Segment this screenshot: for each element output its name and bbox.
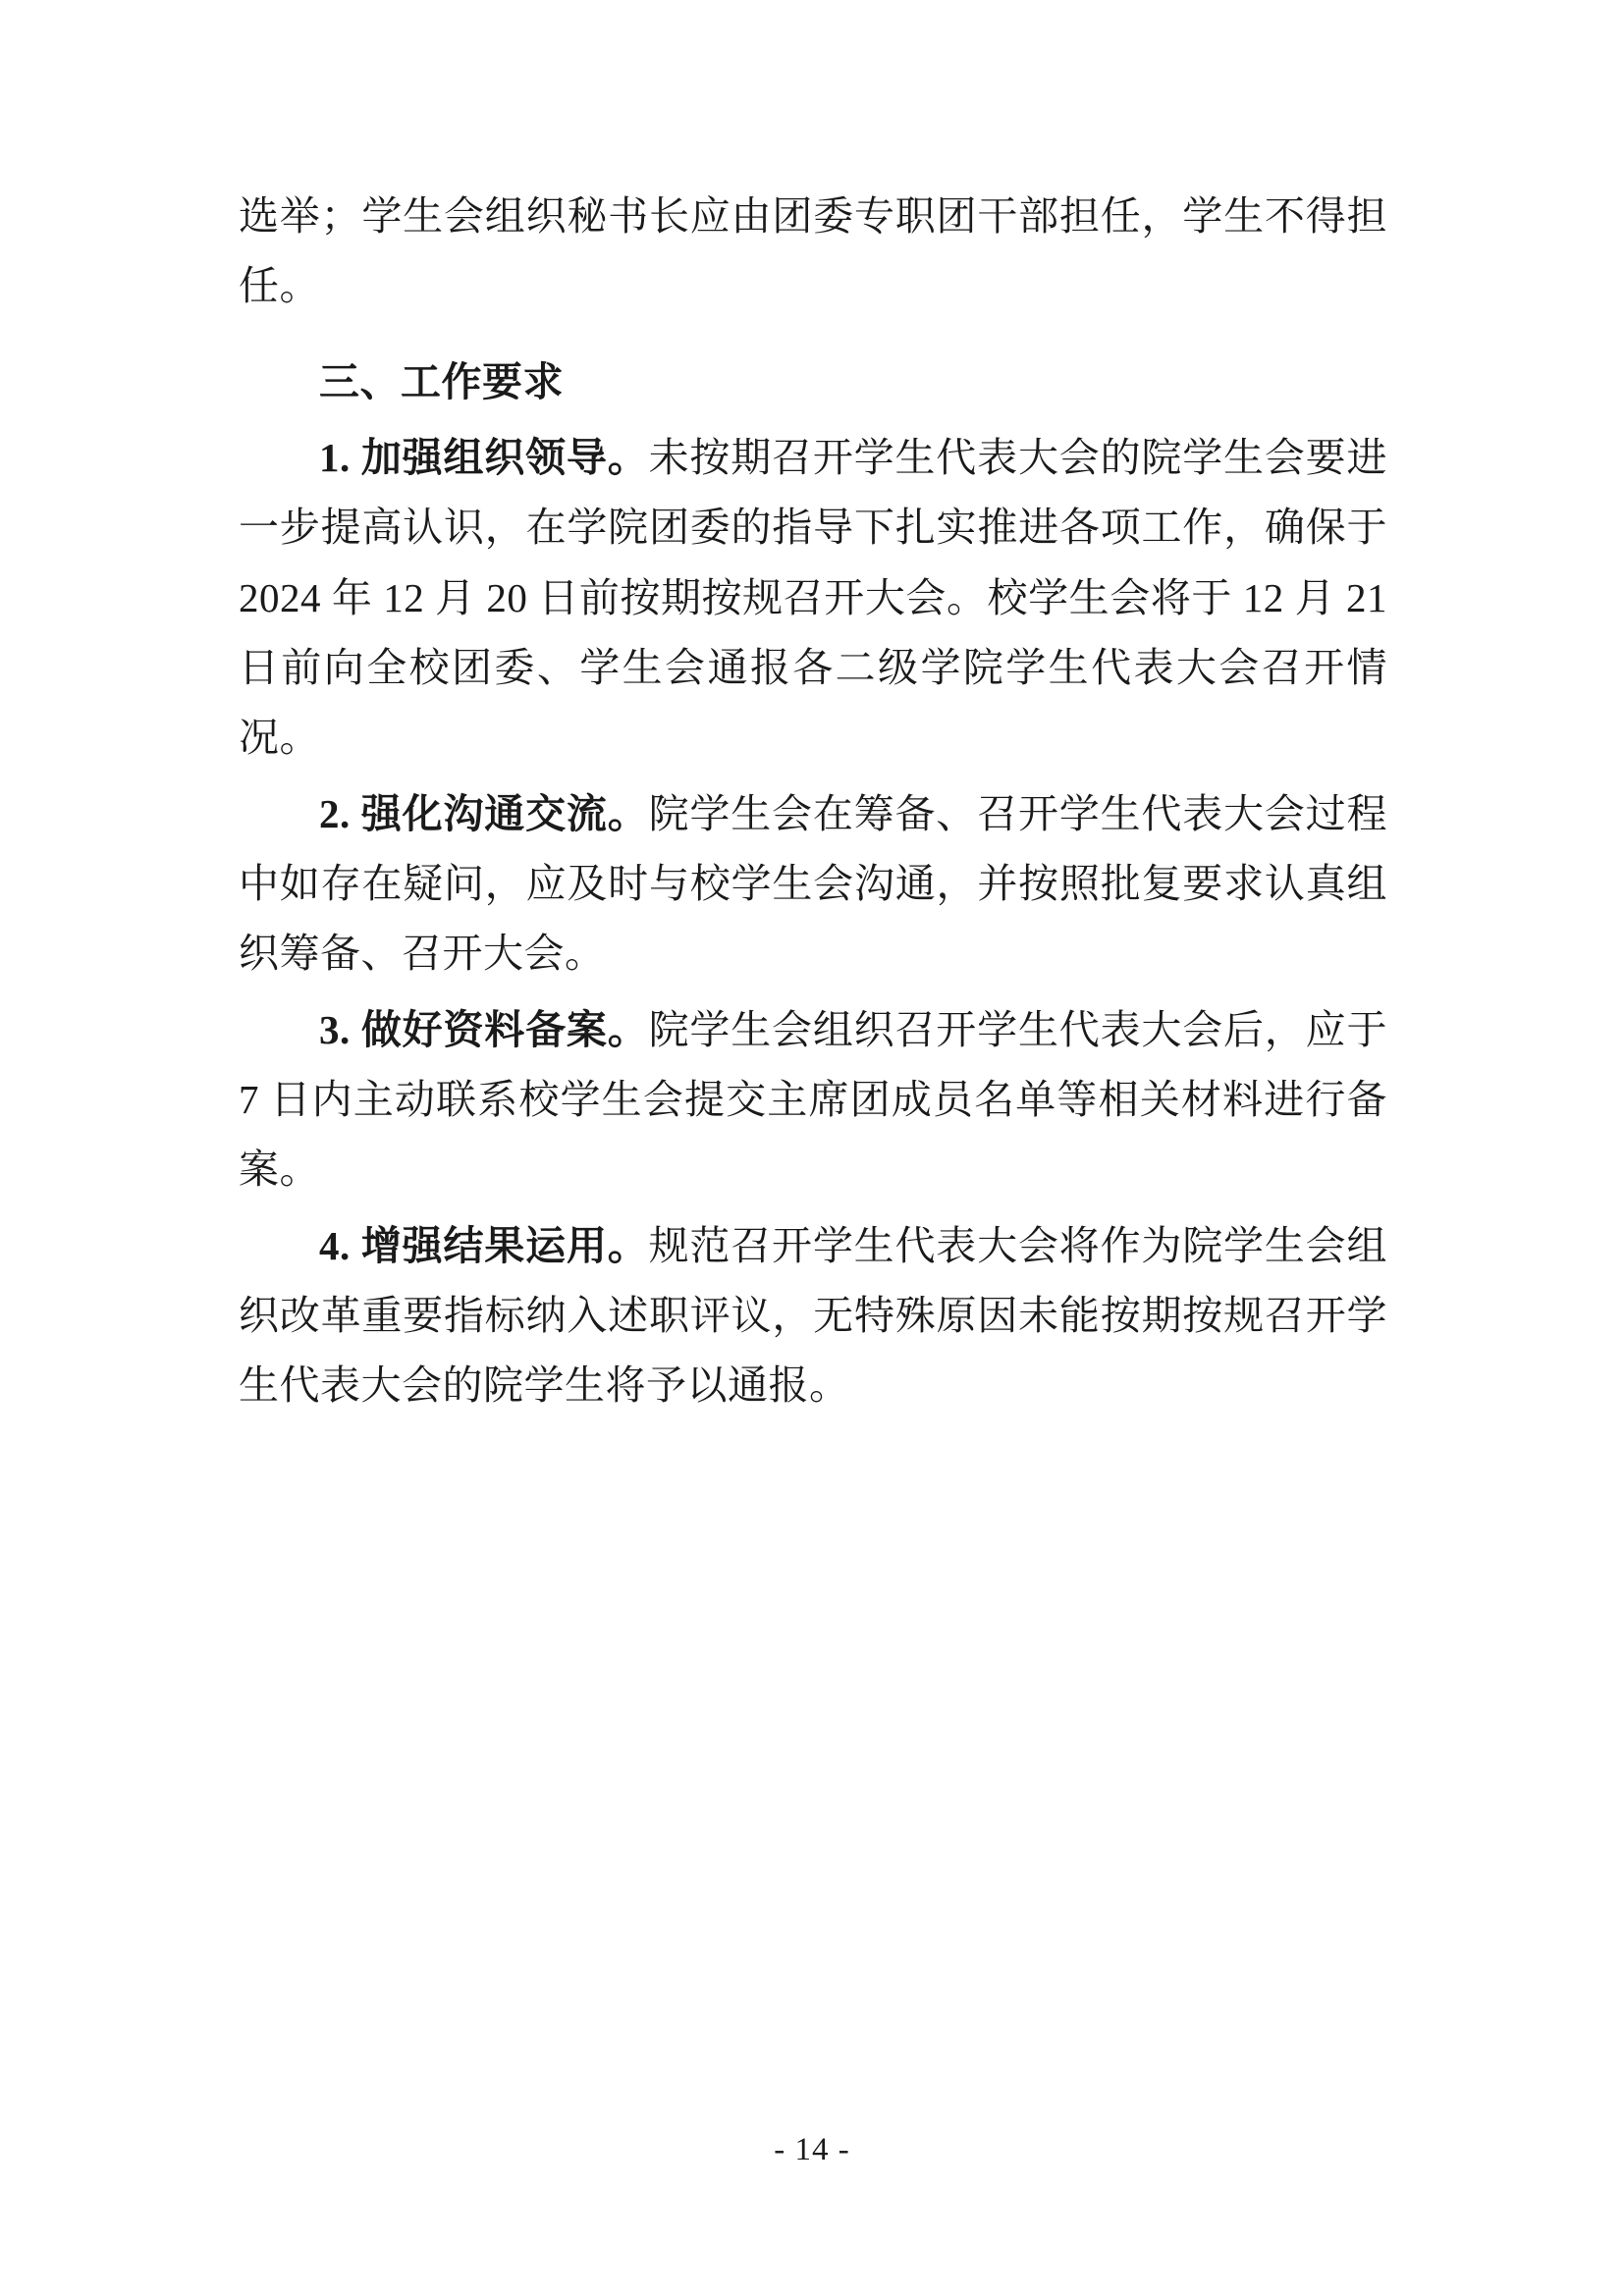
list-item-1-text: 未按期召开学生代表大会的院学生会要进一步提高认识，在学院团委的指导下扎实推进各项工作，确保于 2024 年 12 月 20 日前按期按规召开大会。校学生会将于 12 月 21 日前向全校团委、学生会通报各二级学院学生代表大会召开情况。 (239, 434, 1388, 761)
list-item-2-lead: 2. 强化沟通交流。 (319, 790, 649, 836)
list-item-3-lead: 3. 做好资料备案。 (319, 1006, 649, 1052)
list-item-2 (239, 779, 1387, 989)
section-heading-work-requirements: 三、工作要求 (319, 358, 564, 404)
spacer (239, 322, 1387, 338)
paragraph-continued: 选举；学生会组织秘书长应由团委专职团干部担任，学生不得担任。 (239, 193, 1387, 309)
list-item-2-text: 院学生会在筹备、召开学生代表大会过程中如存在疑问，应及时与校学生会沟通，并按照批复要求认真组织筹备、召开大会。 (239, 790, 1388, 977)
list-item-3 (239, 995, 1387, 1205)
document-body (239, 182, 1387, 1427)
list-item-3-text: 院学生会组织召开学生代表大会后，应于 7 日内主动联系校学生会提交主席团成员名单等相关材料进行备案。 (239, 1006, 1388, 1193)
list-item-4-lead: 4. 增强结果运用。 (319, 1222, 649, 1268)
list-item-4-text: 规范召开学生代表大会将作为院学生会组织改革重要指标纳入述职评议，无特殊原因未能按期按规召开学生代表大会的院学生将予以通报。 (239, 1222, 1388, 1409)
list-item-1-lead: 1. 加强组织领导。 (319, 434, 649, 480)
page-number: - 14 - (774, 2132, 850, 2167)
list-item-4 (239, 1211, 1387, 1421)
list-item-1 (239, 423, 1387, 774)
